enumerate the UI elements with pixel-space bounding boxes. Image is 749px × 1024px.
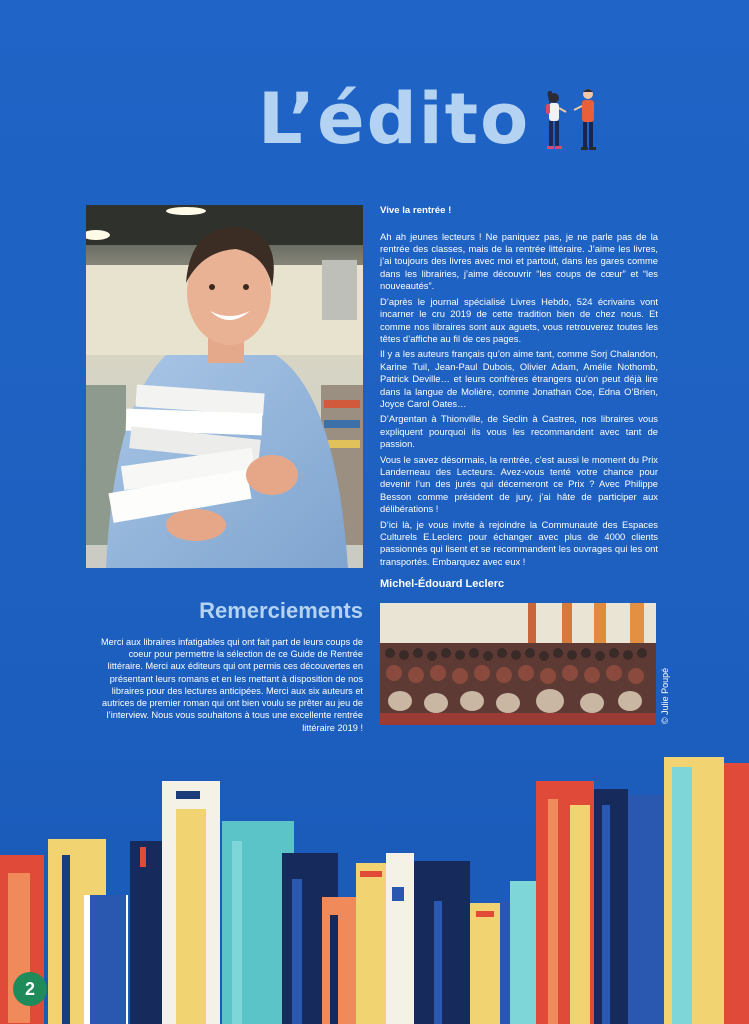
books-illustration xyxy=(0,755,749,1024)
page-title: L’édito xyxy=(258,78,531,160)
edito-signature: Michel-Édouard Leclerc xyxy=(380,578,505,591)
audience-photo xyxy=(380,603,656,725)
edito-paragraph: Ah ah jeunes lecteurs ! Ne paniquez pas, je ne parle pas de la rentrée des classes, mais de la rentrée littéraire. J’aime les livres, j’ai toujours des livres avec moi et partout, dans les gares comme dans les librairies, j’aime découvrir “les coups de cœur” et “les nouveautés”. xyxy=(380,230,658,292)
thanks-title: Remerciements xyxy=(199,598,363,623)
edito-paragraph: Il y a les auteurs français qu’on aime tant, comme Sorj Chalandon, Karine Tuil, Jean-Paul Dubois, Olivier Adam, Amélie Nothomb, Patrick Deville… et leurs confrères étrangers qu’on peut déjà lire dans la langue de Molière, comme Jonathan Coe, Edna O’Brien, Joyce Carol Oates… xyxy=(380,348,658,409)
edito-paragraph: D’ici là, je vous invite à rejoindre la Communauté des Espaces Culturels E.Leclerc pour échanger avec plus de 4000 clients passionnés qui lisent et se recommandent les ouvrages qui les ont transportés. Embarquez avec eux ! xyxy=(380,518,658,567)
edito-paragraph: D’Argentan à Thionville, de Seclin à Castres, nos libraires vous expliquent pourquoi ils vous les recommandent avec tant de passion. xyxy=(380,413,658,450)
photo-credit: © Julie Poupé xyxy=(660,667,670,724)
thanks-text: Merci aux libraires infatigables qui ont fait part de leurs coups de coeur pour permettre la sélection de ce Guide de Rentrée littéraire. Merci aux éditeurs qui ont permis ces découvertes en présentant leurs romans et en les mettant à disposition de nos libraires pour des lectures anticipées. Merci aux six auteurs et autrices de premier roman qui ont bien voulu se prêter au jeu de l’interview. Nous vous souhaitons à tous une excellente rentrée littéraire 2019 ! xyxy=(101,637,363,733)
edito-heading: Vive la rentrée ! xyxy=(380,205,452,216)
edito-paragraph: Vous le savez désormais, la rentrée, c’est aussi le moment du Prix Landerneau des Lecteurs. Avez-vous tenté votre chance pour devenir l’un des jurés qui décerneront ce Prix ? Avec Philippe Besson comme président de jury, j’ai hâte de participer aux délibérations ! xyxy=(380,453,658,515)
edito-article xyxy=(380,205,658,592)
portrait-photo xyxy=(86,205,363,568)
people-illustration xyxy=(540,86,606,166)
edito-paragraph: D’après le journal spécialisé Livres Hebdo, 524 écrivains vont incarner le cru 2019 de cette tradition bien de chez nous. Et comme nos libraires sont aux aguets, vous retrouverez toutes les têtes d’affiche au fil de ces pages. xyxy=(380,295,658,344)
page-number-badge: 2 xyxy=(13,972,47,1006)
